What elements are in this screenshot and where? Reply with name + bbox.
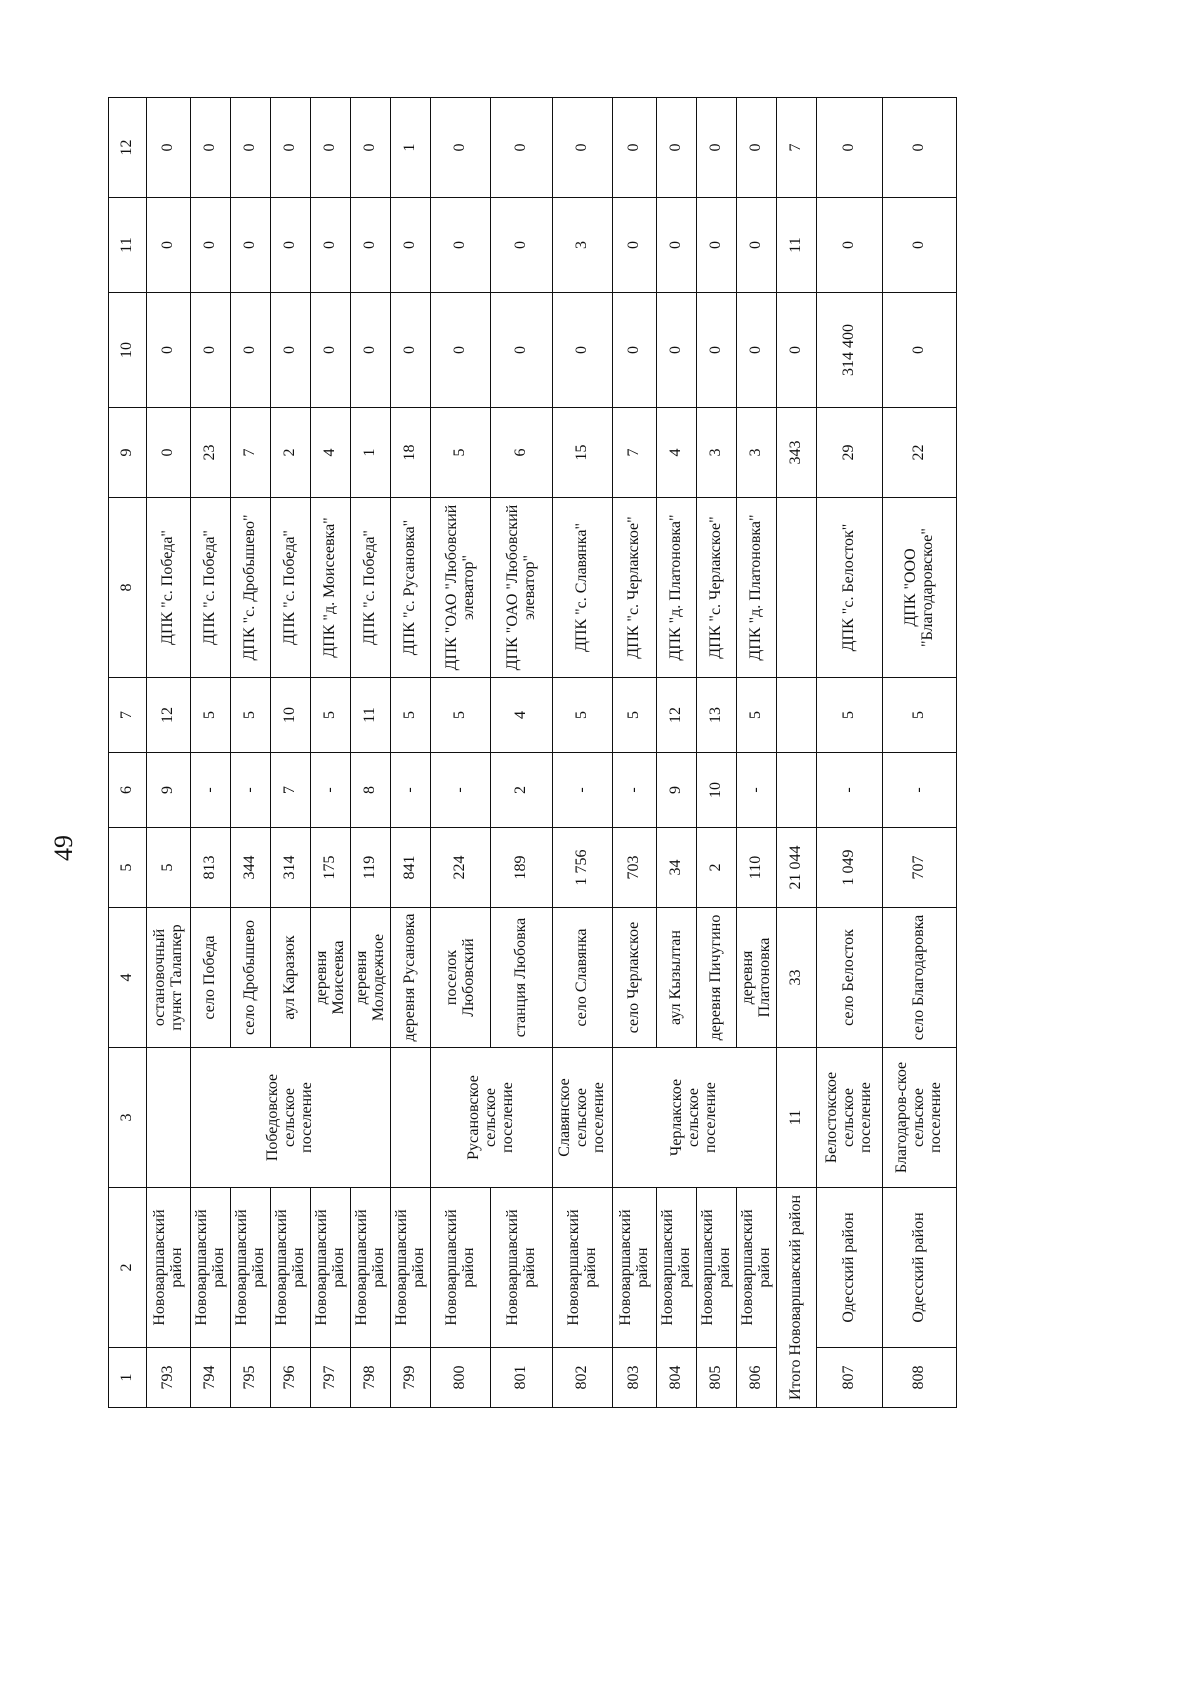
row-number: 802 [553, 1348, 613, 1408]
column-number: 3 [109, 1048, 147, 1188]
value-cell: - [311, 753, 351, 828]
value-cell: 0 [883, 198, 957, 293]
value-cell: 7 [613, 408, 657, 498]
settlement-cell: Русановское сельское поселение [431, 1048, 553, 1188]
locality-cell: станция Любовка [491, 908, 553, 1048]
population-cell: 703 [613, 828, 657, 908]
locality-cell: деревня Пичугино [697, 908, 737, 1048]
rotated-table-wrapper [108, 98, 950, 1408]
row-number: 796 [271, 1348, 311, 1408]
total-value: 343 [777, 408, 817, 498]
row-number: 803 [613, 1348, 657, 1408]
value-cell: 9 [657, 753, 697, 828]
row-number: 799 [391, 1348, 431, 1408]
value-cell: 0 [883, 293, 957, 408]
district-cell: Нововаршавский район [191, 1188, 231, 1348]
value-cell: 0 [657, 198, 697, 293]
value-cell: 0 [613, 293, 657, 408]
dpk-cell: ДПК "д. Моисеевка" [311, 498, 351, 678]
value-cell: 0 [191, 293, 231, 408]
table-row [883, 98, 957, 1408]
total-value: 11 [777, 1048, 817, 1188]
value-cell: 0 [431, 293, 491, 408]
district-cell: Нововаршавский район [491, 1188, 553, 1348]
value-cell: 0 [657, 293, 697, 408]
column-number: 4 [109, 908, 147, 1048]
locality-cell: село Победа [191, 908, 231, 1048]
value-cell: 0 [657, 98, 697, 198]
column-number: 1 [109, 1348, 147, 1408]
district-cell: Нововаршавский район [311, 1188, 351, 1348]
value-cell: - [883, 753, 957, 828]
value-cell: 0 [147, 408, 191, 498]
value-cell: 0 [613, 98, 657, 198]
settlement-cell: Победовское сельское поселение [191, 1048, 391, 1188]
value-cell: 0 [737, 293, 777, 408]
population-cell: 119 [351, 828, 391, 908]
value-cell: 0 [271, 198, 311, 293]
table-row [147, 98, 191, 1408]
header-row [109, 98, 147, 1408]
population-cell: 813 [191, 828, 231, 908]
value-cell: 5 [231, 678, 271, 753]
value-cell: - [817, 753, 883, 828]
dpk-cell: ДПК "с. Победа" [147, 498, 191, 678]
dpk-cell: ДПК "д. Платоновка" [737, 498, 777, 678]
row-number: 797 [311, 1348, 351, 1408]
value-cell: 0 [553, 98, 613, 198]
table-row [391, 98, 431, 1408]
value-cell: 0 [351, 98, 391, 198]
value-cell: 12 [147, 678, 191, 753]
value-cell: 12 [657, 678, 697, 753]
value-cell: 314 400 [817, 293, 883, 408]
value-cell: 1 [351, 408, 391, 498]
settlement-cell: Славянское сельское поселение [553, 1048, 613, 1188]
population-cell: 224 [431, 828, 491, 908]
locality-cell: село Благодаровка [883, 908, 957, 1048]
value-cell: 4 [657, 408, 697, 498]
row-number: 794 [191, 1348, 231, 1408]
locality-cell: деревня Моисеевка [311, 908, 351, 1048]
row-number: 793 [147, 1348, 191, 1408]
total-value [777, 498, 817, 678]
total-value [777, 678, 817, 753]
value-cell: - [553, 753, 613, 828]
district-cell: Нововаршавский район [431, 1188, 491, 1348]
value-cell: 18 [391, 408, 431, 498]
total-label: Итого Нововаршавский район [777, 1188, 817, 1408]
value-cell: 0 [737, 98, 777, 198]
column-number: 12 [109, 98, 147, 198]
district-cell: Одесский район [817, 1188, 883, 1348]
column-number: 5 [109, 828, 147, 908]
value-cell: 10 [271, 678, 311, 753]
population-cell: 841 [391, 828, 431, 908]
table-row [311, 98, 351, 1408]
value-cell: - [391, 753, 431, 828]
district-cell: Одесский район [883, 1188, 957, 1348]
district-cell: Нововаршавский район [351, 1188, 391, 1348]
value-cell: 3 [737, 408, 777, 498]
value-cell: 0 [271, 293, 311, 408]
value-cell: 0 [697, 198, 737, 293]
total-value [777, 753, 817, 828]
population-cell: 314 [271, 828, 311, 908]
population-cell: 34 [657, 828, 697, 908]
column-number: 8 [109, 498, 147, 678]
value-cell: 0 [553, 293, 613, 408]
table-row [697, 98, 737, 1408]
total-value: 33 [777, 908, 817, 1048]
district-cell: Нововаршавский район [147, 1188, 191, 1348]
table-row [271, 98, 311, 1408]
row-number: 808 [883, 1348, 957, 1408]
population-cell: 175 [311, 828, 351, 908]
locality-cell: село Славянка [553, 908, 613, 1048]
value-cell: 11 [351, 678, 391, 753]
column-number: 11 [109, 198, 147, 293]
value-cell: 0 [491, 198, 553, 293]
settlement-cell [147, 1048, 191, 1188]
column-number: 2 [109, 1188, 147, 1348]
value-cell: 0 [391, 293, 431, 408]
total-value: 7 [777, 98, 817, 198]
value-cell: 5 [311, 678, 351, 753]
district-cell: Нововаршавский район [391, 1188, 431, 1348]
table-row [491, 98, 553, 1408]
value-cell: 0 [147, 293, 191, 408]
value-cell: 0 [613, 198, 657, 293]
record-table [108, 97, 957, 1408]
value-cell: 5 [613, 678, 657, 753]
locality-cell: аул Каразюк [271, 908, 311, 1048]
value-cell: 0 [391, 198, 431, 293]
dpk-cell: ДПК "с. Победа" [351, 498, 391, 678]
population-cell: 1 049 [817, 828, 883, 908]
value-cell: 0 [271, 98, 311, 198]
value-cell: 23 [191, 408, 231, 498]
value-cell: 0 [147, 198, 191, 293]
value-cell: 5 [191, 678, 231, 753]
row-number: 798 [351, 1348, 391, 1408]
total-value: 21 044 [777, 828, 817, 908]
dpk-cell: ДПК "с. Белосток" [817, 498, 883, 678]
settlement-cell: Черлакское сельское поселение [613, 1048, 777, 1188]
district-cell: Нововаршавский район [737, 1188, 777, 1348]
dpk-cell: ДПК "с. Победа" [191, 498, 231, 678]
table-row [231, 98, 271, 1408]
dpk-cell: ДПК "с. Славянка" [553, 498, 613, 678]
dpk-cell: ДПК "д. Платоновка" [657, 498, 697, 678]
value-cell: 7 [271, 753, 311, 828]
dpk-cell: ДПК "ОАО "Любовский элеватор" [431, 498, 491, 678]
population-cell: 5 [147, 828, 191, 908]
value-cell: 0 [191, 98, 231, 198]
value-cell: - [191, 753, 231, 828]
table-row [657, 98, 697, 1408]
value-cell: 9 [147, 753, 191, 828]
locality-cell: село Дробышево [231, 908, 271, 1048]
value-cell: 5 [737, 678, 777, 753]
locality-cell: деревня Русановка [391, 908, 431, 1048]
value-cell: 0 [311, 198, 351, 293]
value-cell: 4 [311, 408, 351, 498]
value-cell: 0 [147, 98, 191, 198]
value-cell: 3 [697, 408, 737, 498]
value-cell: 3 [553, 198, 613, 293]
total-row [777, 98, 817, 1408]
value-cell: 22 [883, 408, 957, 498]
value-cell: 5 [553, 678, 613, 753]
district-cell: Нововаршавский район [613, 1188, 657, 1348]
table-row [191, 98, 231, 1408]
locality-cell: село Черлакское [613, 908, 657, 1048]
value-cell: 5 [431, 678, 491, 753]
locality-cell: деревня Платоновка [737, 908, 777, 1048]
value-cell: 0 [491, 98, 553, 198]
value-cell: 5 [883, 678, 957, 753]
district-cell: Нововаршавский район [231, 1188, 271, 1348]
total-value: 11 [777, 198, 817, 293]
column-number: 10 [109, 293, 147, 408]
row-number: 800 [431, 1348, 491, 1408]
population-cell: 344 [231, 828, 271, 908]
value-cell: 5 [431, 408, 491, 498]
value-cell: - [431, 753, 491, 828]
value-cell: - [231, 753, 271, 828]
settlement-cell: Благодаров-ское сельское поселение [883, 1048, 957, 1188]
value-cell: 8 [351, 753, 391, 828]
value-cell: 7 [231, 408, 271, 498]
page-number: 49 [49, 835, 78, 861]
dpk-cell: ДПК "с. Победа" [271, 498, 311, 678]
value-cell: 0 [311, 98, 351, 198]
value-cell: 10 [697, 753, 737, 828]
dpk-cell: ДПК "ОАО "Любовский элеватор" [491, 498, 553, 678]
value-cell: 15 [553, 408, 613, 498]
value-cell: 0 [737, 198, 777, 293]
population-cell: 707 [883, 828, 957, 908]
dpk-cell: ДПК "с. Дробышево" [231, 498, 271, 678]
population-cell: 189 [491, 828, 553, 908]
value-cell: 0 [351, 198, 391, 293]
district-cell: Нововаршавский район [271, 1188, 311, 1348]
locality-cell: поселок Любовский [431, 908, 491, 1048]
locality-cell: остановочный пункт Талапкер [147, 908, 191, 1048]
value-cell: 0 [431, 98, 491, 198]
dpk-cell: ДПК "с. Русановка" [391, 498, 431, 678]
value-cell: - [737, 753, 777, 828]
value-cell: 6 [491, 408, 553, 498]
dpk-cell: ДПК "с. Черлакское" [697, 498, 737, 678]
dpk-cell: ДПК "с. Черлакское" [613, 498, 657, 678]
table-row [613, 98, 657, 1408]
table-row [431, 98, 491, 1408]
value-cell: 0 [817, 198, 883, 293]
value-cell: 0 [697, 98, 737, 198]
value-cell: 1 [391, 98, 431, 198]
locality-cell: аул Кызылтан [657, 908, 697, 1048]
locality-cell: село Белосток [817, 908, 883, 1048]
column-number: 9 [109, 408, 147, 498]
row-number: 807 [817, 1348, 883, 1408]
locality-cell: деревня Молодежное [351, 908, 391, 1048]
value-cell: 0 [351, 293, 391, 408]
settlement-cell: Белостокское сельское поселение [817, 1048, 883, 1188]
value-cell: 0 [491, 293, 553, 408]
value-cell: 4 [491, 678, 553, 753]
value-cell: 0 [231, 198, 271, 293]
value-cell: 0 [231, 293, 271, 408]
district-cell: Нововаршавский район [553, 1188, 613, 1348]
row-number: 795 [231, 1348, 271, 1408]
settlement-cell [391, 1048, 431, 1188]
table-row [737, 98, 777, 1408]
population-cell: 2 [697, 828, 737, 908]
row-number: 801 [491, 1348, 553, 1408]
table-row [817, 98, 883, 1408]
total-value: 0 [777, 293, 817, 408]
row-number: 806 [737, 1348, 777, 1408]
value-cell: 0 [697, 293, 737, 408]
value-cell: 2 [271, 408, 311, 498]
table-row [351, 98, 391, 1408]
value-cell: 2 [491, 753, 553, 828]
value-cell: - [613, 753, 657, 828]
column-number: 6 [109, 753, 147, 828]
population-cell: 1 756 [553, 828, 613, 908]
value-cell: 5 [817, 678, 883, 753]
row-number: 805 [697, 1348, 737, 1408]
value-cell: 0 [883, 98, 957, 198]
district-cell: Нововаршавский район [657, 1188, 697, 1348]
population-cell: 110 [737, 828, 777, 908]
value-cell: 0 [191, 198, 231, 293]
value-cell: 29 [817, 408, 883, 498]
value-cell: 0 [431, 198, 491, 293]
row-number: 804 [657, 1348, 697, 1408]
dpk-cell: ДПК "ООО "Благодаровское" [883, 498, 957, 678]
value-cell: 0 [817, 98, 883, 198]
value-cell: 5 [391, 678, 431, 753]
column-number: 7 [109, 678, 147, 753]
value-cell: 13 [697, 678, 737, 753]
value-cell: 0 [311, 293, 351, 408]
value-cell: 0 [231, 98, 271, 198]
table-row [553, 98, 613, 1408]
district-cell: Нововаршавский район [697, 1188, 737, 1348]
